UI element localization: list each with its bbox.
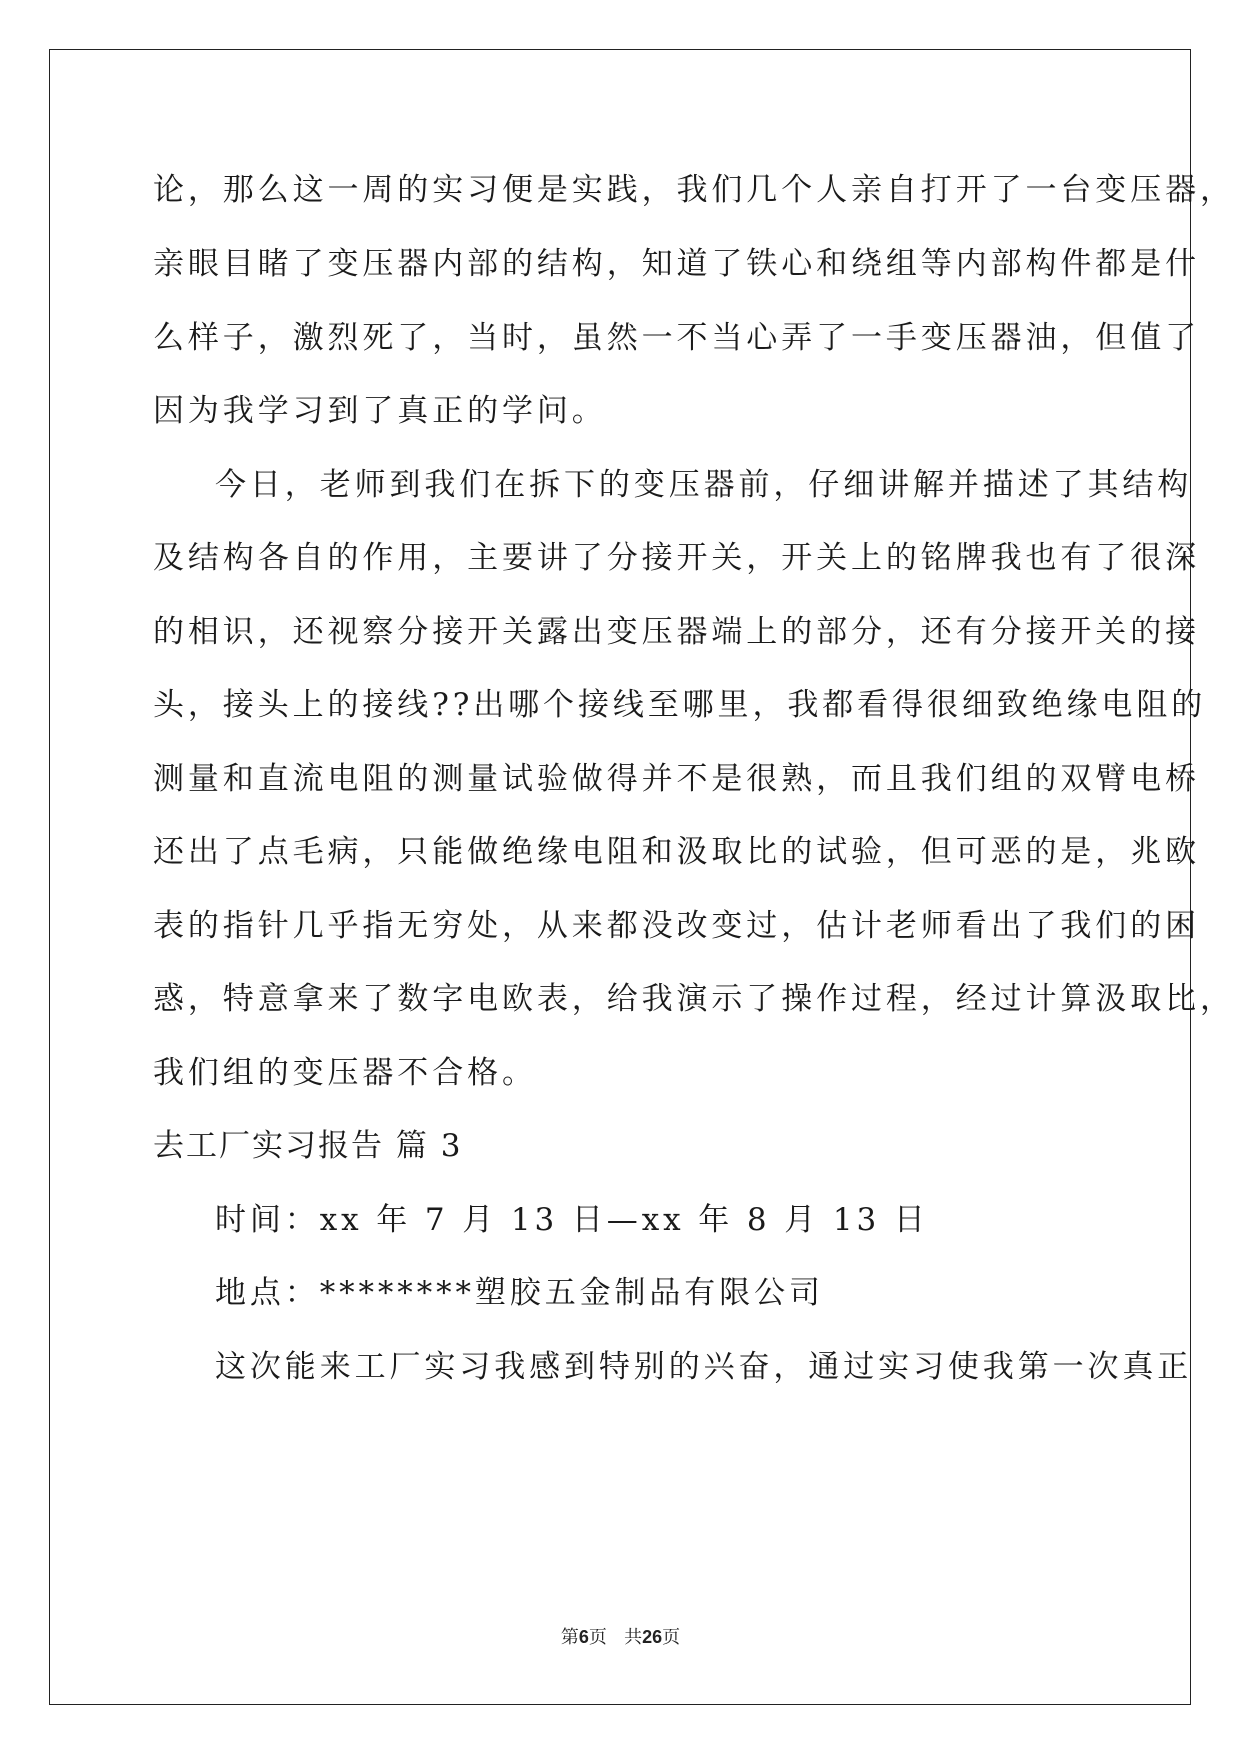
paragraph-line: 表的指针几乎指无穷处，从来都没改变过，估计老师看出了我们的困 [153, 908, 1200, 944]
paragraph-line: 么样子，激烈死了，当时，虽然一不当心弄了一手变压器油，但值了 [153, 320, 1200, 356]
paragraph-line: 我们组的变压器不合格。 [153, 1055, 537, 1091]
paragraph-line: 的相识，还视察分接开关露出变压器端上的部分，还有分接开关的接 [153, 614, 1200, 650]
paragraph-line: 地点：********塑胶五金制品有限公司 [215, 1275, 824, 1311]
page-footer [0, 1623, 1241, 1649]
footer-page-number: 6 [578, 1627, 589, 1647]
page-border [49, 49, 1191, 1705]
paragraph-line: 还出了点毛病，只能做绝缘电阻和汲取比的试验，但可恶的是，兆欧 [153, 834, 1200, 870]
footer-total-pages: 26 [642, 1627, 663, 1647]
paragraph-line: 时间：xx 年 7 月 13 日—xx 年 8 月 13 日 [215, 1202, 929, 1238]
paragraph-line: 头，接头上的接线??出哪个接线至哪里，我都看得很细致绝缘电阻的 [153, 687, 1207, 723]
paragraph-line: 这次能来工厂实习我感到特别的兴奋，通过实习使我第一次真正 [215, 1349, 1193, 1385]
paragraph-line: 因为我学习到了真正的学问。 [153, 393, 607, 429]
paragraph-line: 论，那么这一周的实习便是实践，我们几个人亲自打开了一台变压器， [153, 172, 1235, 208]
footer-mid: 页 共 [588, 1627, 643, 1648]
paragraph-line: 测量和直流电阻的测量试验做得并不是很熟，而且我们组的双臂电桥 [153, 761, 1200, 797]
footer-suffix: 页 [662, 1627, 681, 1648]
footer-prefix: 第 [560, 1627, 579, 1648]
section-heading: 去工厂实习报告 篇 3 [153, 1128, 463, 1164]
paragraph-line: 惑，特意拿来了数字电欧表，给我演示了操作过程，经过计算汲取比， [153, 981, 1235, 1017]
paragraph-line: 亲眼目睹了变压器内部的结构，知道了铁心和绕组等内部构件都是什 [153, 246, 1200, 282]
paragraph-line: 今日，老师到我们在拆下的变压器前，仔细讲解并描述了其结构 [215, 467, 1193, 503]
paragraph-line: 及结构各自的作用，主要讲了分接开关，开关上的铭牌我也有了很深 [153, 540, 1200, 576]
